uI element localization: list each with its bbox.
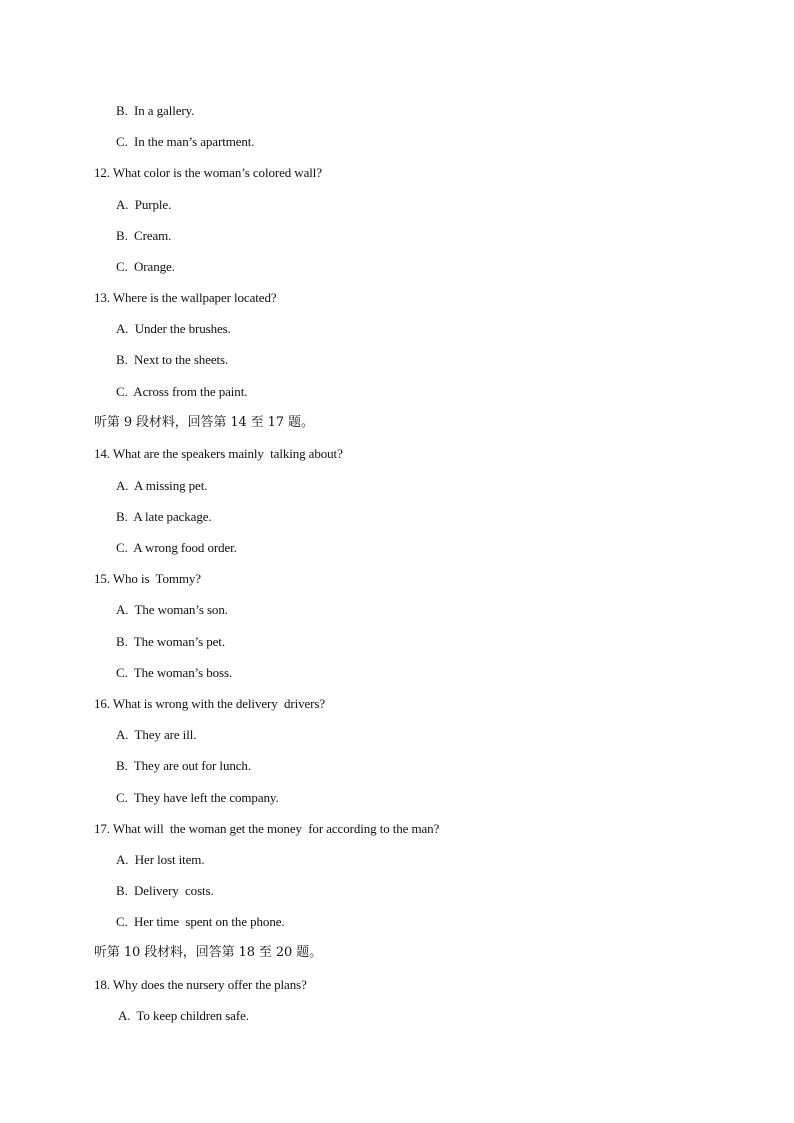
option-15b: B. The woman’s pet. bbox=[116, 634, 225, 649]
option-13a: A. Under the brushes. bbox=[116, 321, 231, 336]
option-11c: C. In the man’s apartment. bbox=[116, 134, 255, 149]
option-14a: A. A missing pet. bbox=[116, 478, 208, 493]
option-15a: A. The woman’s son. bbox=[116, 602, 228, 617]
option-12a: A. Purple. bbox=[116, 197, 172, 212]
question-14: 14. What are the speakers mainly talking about? bbox=[94, 446, 343, 461]
question-17: 17. What will the woman get the money for according to the man? bbox=[94, 821, 440, 836]
question-12: 12. What color is the woman’s colored wall? bbox=[94, 165, 322, 180]
option-17a: A. Her lost item. bbox=[116, 852, 205, 867]
option-16b: B. They are out for lunch. bbox=[116, 758, 251, 773]
option-17b: B. Delivery costs. bbox=[116, 883, 214, 898]
option-17c: C. Her time spent on the phone. bbox=[116, 914, 285, 929]
option-16c: C. They have left the company. bbox=[116, 790, 279, 805]
question-18: 18. Why does the nursery offer the plans? bbox=[94, 977, 307, 992]
option-11b: B. In a gallery. bbox=[116, 103, 195, 118]
option-13b: B. Next to the sheets. bbox=[116, 352, 229, 367]
question-16: 16. What is wrong with the delivery drivers? bbox=[94, 696, 326, 711]
question-13: 13. Where is the wallpaper located? bbox=[94, 290, 277, 305]
option-16a: A. They are ill. bbox=[116, 727, 197, 742]
option-13c: C. Across from the paint. bbox=[116, 384, 248, 399]
question-15: 15. Who is Tommy? bbox=[94, 571, 201, 586]
option-18a: A. To keep children safe. bbox=[118, 1008, 249, 1023]
section-heading-9: 听第 9 段材料，回答第 14 至 17 题。 bbox=[94, 415, 314, 430]
option-12c: C. Orange. bbox=[116, 259, 175, 274]
option-15c: C. The woman’s boss. bbox=[116, 665, 233, 680]
option-14b: B. A late package. bbox=[116, 509, 212, 524]
option-12b: B. Cream. bbox=[116, 228, 172, 243]
option-14c: C. A wrong food order. bbox=[116, 540, 237, 555]
section-heading-10: 听第 10 段材料，回答第 18 至 20 题。 bbox=[94, 945, 323, 960]
